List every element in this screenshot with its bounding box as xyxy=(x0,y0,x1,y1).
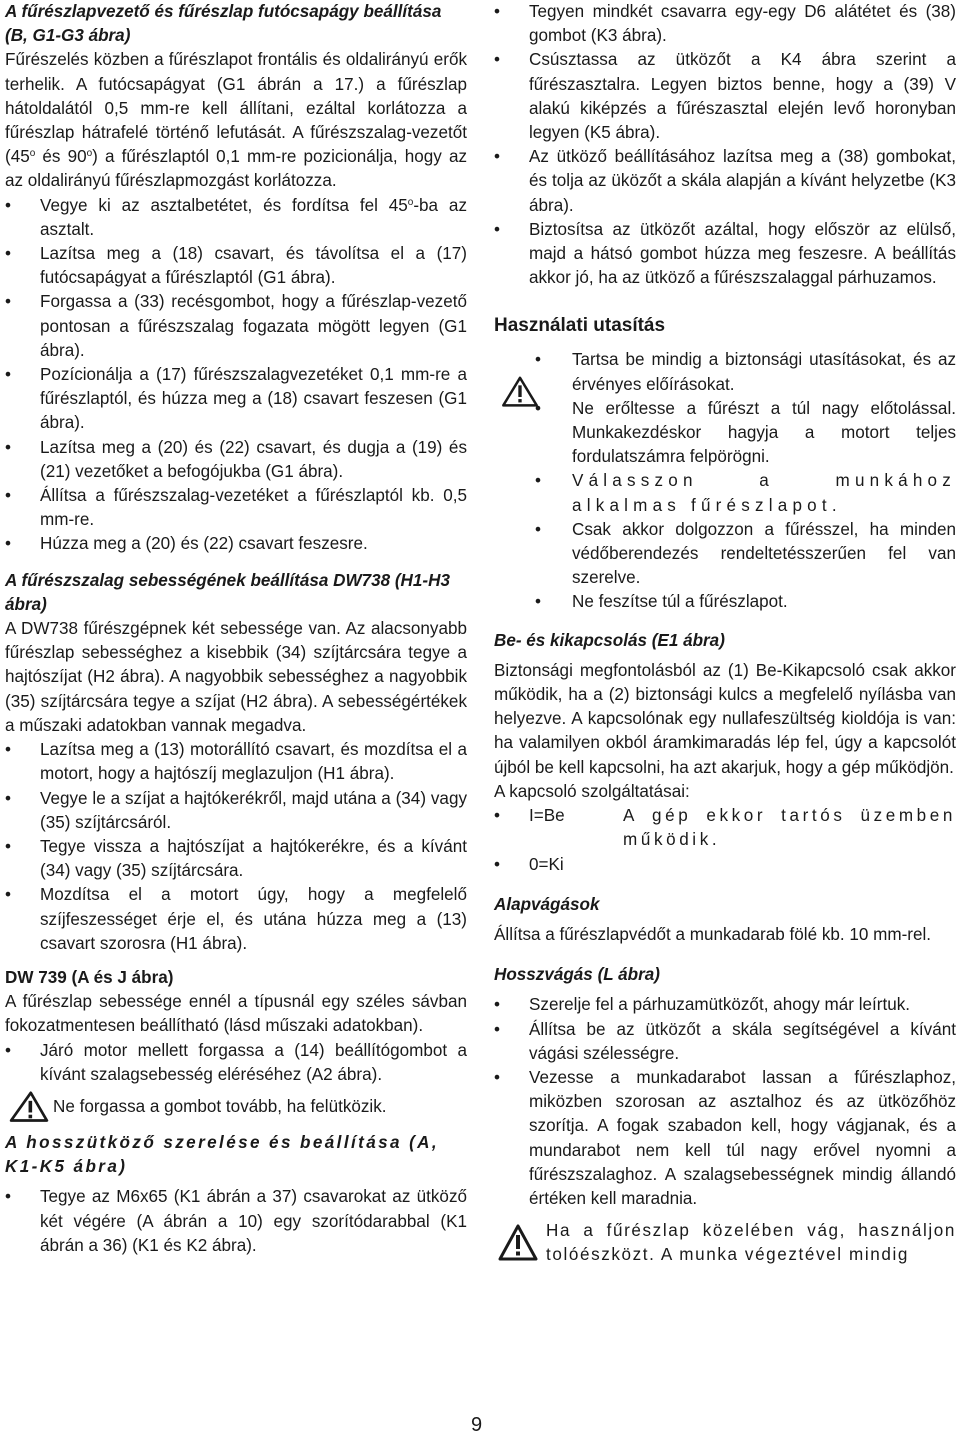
list-item: • Csúsztassa az ütközőt a K4 ábra szerint a fűrészasztalra. Legyen biztos benne, hogy a (39) V alakú kiképzés a fűrészasztal elején levő horonyban legyen (K5 ábra). xyxy=(494,48,956,145)
long-cut-list xyxy=(494,993,956,1211)
heading-speed-adjustment: A fűrészszalag sebességének beállítása DW738 (H1-H3 ábra) xyxy=(5,570,450,614)
paragraph-dw739: A fűrészlap sebessége ennél a típusnál egy széles sávban fokozatmentesen beállítható (lásd műszaki adatokban). xyxy=(5,992,467,1036)
stop-steps-list xyxy=(5,1185,467,1258)
switch-state-value: A gép ekkor tartós üzemben működik. xyxy=(623,806,956,850)
list-item: • Forgassa a (33) recésgombot, hogy a fűrészlap-vezető pontosan a fűrészszalag fogazata mögött legyen (G1 ábra). xyxy=(5,290,467,363)
paragraph-basic-cuts: Állítsa a fűrészlapvédőt a munkadarab fölé kb. 10 mm-rel. xyxy=(494,924,932,944)
heading-usage-instructions: Használati utasítás xyxy=(494,315,666,337)
stop-steps-list-continued xyxy=(494,0,956,290)
paragraph-speed-intro: A DW738 fűrészgépnek két sebessége van. Az alacsonyabb fűrészlap sebességhez a kisebbik (34) szíjtárcsára tegye a hajtószíjat (H2 ábra). A nagyobbik sebességhez a nagyobbik (35) szíjtárcsára tegye a szíjat (H2 ábra). A sebességértékek a műszaki adatokban vannak megadva. xyxy=(5,619,467,735)
paragraph-guide-intro: Fűrészelés közben a fűrészlapot frontális és oldalirányú erők terhelik. A futócsapágyat (G1 ábrán a 17.) a fűrészlap hátoldalától 0,5 mm-re kell állítani, ezáltal korlátozza a fűrészlap hátrafelé történő lefutását. A fűrészszalag-vezetőt (45$^o$ és 90$^o$) a fűrészlaptól 0,1 mm-re pozicionálja, hogy az az oldalirányú fűrészlapmozgást korlátozza. xyxy=(5,50,467,191)
list-item: • Lazítsa meg a (18) csavart, és távolítsa el a (17) futócsapágyat a fűrészlaptól (G1 ábra). xyxy=(5,242,467,290)
dw739-steps-list xyxy=(5,1039,467,1087)
switch-state-key: • I=Be xyxy=(529,806,565,826)
heading-on-off: Be- és kikapcsolás (E1 ábra) xyxy=(494,630,725,650)
list-item: • Tegye vissza a hajtószíjat a hajtókerékre, és a kívánt (34) vagy (35) szíjtárcsára. xyxy=(5,835,467,883)
guide-steps-list xyxy=(5,194,467,557)
list-item: • Válasszon a munkához alkalmas fűrészlapot. xyxy=(494,469,956,517)
list-item: • Az ütköző beállításához lazítsa meg a (38) gombokat, és tolja az üközőt a skála alapján a kívánt helyzetbe (K3 ábra). xyxy=(494,145,956,218)
list-item: • Ne erőltesse a fűrészt a túl nagy előtolással. Munkakezdéskor hagyja a motort teljes fordulatszámra felpörögni. xyxy=(494,397,956,470)
list-item: • Tegye az M6x65 (K1 ábrán a 37) csavarokat az ütköző két végére (A ábrán a 10) egy szorítódarabbal (K1 ábrán a 36) (K1 és K2 ábra). xyxy=(5,1185,467,1258)
list-item xyxy=(494,853,956,877)
list-item: • Csak akkor dolgozzon a fűrésszel, ha minden védőberendezés rendeltetésszerűen fel van szerelve. xyxy=(494,518,956,591)
paragraph-switch: Biztonsági megfontolásból az (1) Be-Kikapcsoló csak akkor működik, ha a (2) biztonsági kulcs a megfelelő nyílásba van helyezve. A kapcsolónak egy nullafeszültség kioldója is van: ha valamilyen okból áramkimaradás lép fel, úgy a kapcsolót újból be kell kapcsolni, ha azt akarjuk, hogy a gép működjön. xyxy=(494,660,956,777)
list-item: • Vegye le a szíjat a hajtókerékről, majd utána a (34) vagy (35) szíjtárcsáról. xyxy=(5,787,467,835)
list-item: • Lazítsa meg a (13) motorállító csavart, és mozdítsa el a motort, hogy a hajtószíj meglazuljon (H1 ábra). xyxy=(5,738,467,786)
switch-state-key: • 0=Ki xyxy=(529,854,564,874)
list-item: • Tegyen mindkét csavarra egy-egy D6 alátétet és (38) gombot (K3 ábra). xyxy=(494,0,956,48)
list-item xyxy=(494,804,956,852)
speed-steps-list xyxy=(5,738,467,956)
list-item: • Húzza meg a (20) és (22) csavart feszesre. xyxy=(5,532,467,556)
heading-basic-cuts: Alapvágások xyxy=(494,894,600,914)
list-item: • Tartsa be mindig a biztonsági utasításokat, és az érvényes előírásokat. xyxy=(494,348,956,396)
right-column xyxy=(494,0,956,1274)
warning-dw739 xyxy=(5,1091,467,1125)
list-item: • Vezesse a munkadarabot lassan a fűrészlaphoz, miközben szorosan az asztalhoz és az ütközőhöz szorítja. A fogak szabadon kell, hogy vágjanak, és a mundarabot nem kell túl nagy erővel nyomni a fűrészszalaghoz. A szalagsebességnek mindig állandó értéken kell maradnia. xyxy=(494,1066,956,1211)
list-item: • Pozícionálja a (17) fűrészszalagvezetéket 0,1 mm-re a fűrészlaptól, és húzza meg a (18) csavart feszesen (G1 ábra). xyxy=(5,363,467,436)
list-item: • Állítsa be az ütközőt a skála segítségével a kívánt vágási szélességre. xyxy=(494,1018,956,1066)
usage-warning-block xyxy=(494,348,956,614)
list-item: • Lazítsa meg a (20) és (22) csavart, és dugja a (19) és (21) vezetőket a befogójukba (G1 ábra). xyxy=(5,436,467,484)
heading-long-cut: Hosszvágás (L ábra) xyxy=(494,965,660,985)
heading-long-stop: A hosszütköző szerelése és beállítása (A, K1-K5 ábra) xyxy=(5,1132,440,1177)
left-column xyxy=(5,0,467,1258)
list-item: • Biztosítsa az ütközőt azáltal, hogy először az elülső, majd a hátsó gombot húzza meg feszesre. A beállítás akkor jó, ha az ütköző a fűrészszalaggal párhuzamos. xyxy=(494,218,956,291)
usage-list xyxy=(494,348,956,614)
list-item: • Szerelje fel a párhuzamütközőt, ahogy már leírtuk. xyxy=(494,993,956,1017)
list-item: • Vegye ki az asztalbetétet, és fordítsa fel 45$^o$-ba az asztalt. xyxy=(5,194,467,242)
heading-guide-adjustment: A fűrészlapvezető és fűrészlap futócsapágy beállítása (B, G1-G3 ábra) xyxy=(5,2,442,46)
list-item: • Járó motor mellett forgassa a (14) beállítógombot a kívánt szalagsebesség eléréséhez (A2 ábra). xyxy=(5,1039,467,1087)
paragraph-switch-services: A kapcsoló szolgáltatásai: xyxy=(494,781,690,801)
warning-long-cut xyxy=(494,1219,956,1267)
switch-states-list xyxy=(494,804,956,877)
warning-triangle-icon xyxy=(494,1223,542,1263)
list-item: • Ne feszítse túl a fűrészlapot. xyxy=(494,590,956,614)
page-number: 9 xyxy=(471,1414,483,1436)
list-item: • Állítsa a fűrészszalag-vezetéket a fűrészlaptól kb. 0,5 mm-re. xyxy=(5,484,467,532)
warning-text: Ha a fűrészlap közelében vág, használjon tolóészközt. A munka végeztével mindig xyxy=(546,1221,956,1265)
warning-text: Ne forgassa a gombot tovább, ha felütközik. xyxy=(53,1096,387,1116)
heading-dw739: DW 739 (A és J ábra) xyxy=(5,967,174,987)
warning-triangle-icon xyxy=(5,1091,53,1125)
list-item: • Mozdítsa el a motort úgy, hogy a megfelelő szíjfeszességet érje el, és utána húzza meg a (13) csavart szorosra (H1 ábra). xyxy=(5,883,467,956)
